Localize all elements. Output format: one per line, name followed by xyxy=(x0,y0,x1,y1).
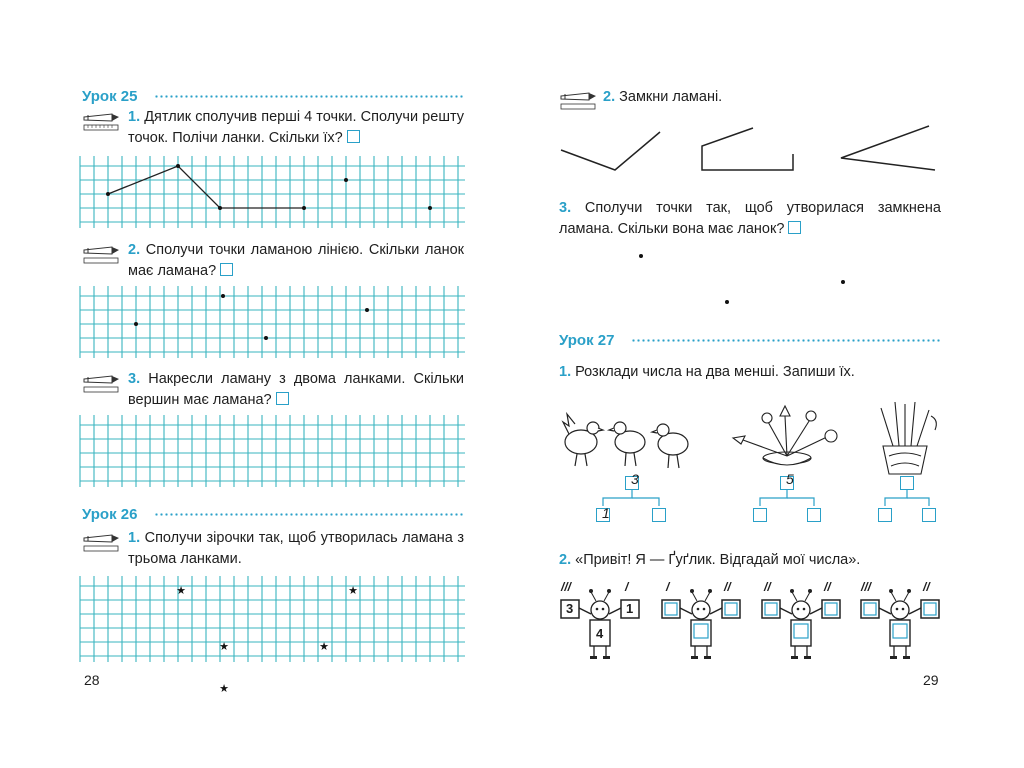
task-2-guess xyxy=(559,550,941,571)
task-number: 1. xyxy=(128,530,141,546)
part-box[interactable] xyxy=(753,508,767,522)
robot-icon xyxy=(758,580,844,670)
right-page xyxy=(555,40,945,720)
task-text: Замкни ламані. xyxy=(619,89,723,105)
brush-pot-icon xyxy=(881,402,936,474)
lesson-25-title: Урок 25 xyxy=(82,88,138,105)
lesson-26-title: Урок 26 xyxy=(82,506,138,523)
star-icon: ★ xyxy=(219,682,229,695)
pencil-ruler-icon xyxy=(82,373,122,395)
robot-body-digit: 4 xyxy=(596,626,604,641)
open-polylines[interactable] xyxy=(555,120,945,176)
task-text: «Привіт! Я — Ґуґлик. Відгадай мої числа». xyxy=(575,552,861,568)
total-digit: 5 xyxy=(786,471,794,487)
tally-left: / xyxy=(666,580,670,594)
part-box[interactable] xyxy=(922,508,936,522)
task-1-decompose xyxy=(559,362,941,383)
tally-right: // xyxy=(724,580,731,594)
grid-task-3[interactable] xyxy=(80,415,465,487)
task-2-close xyxy=(603,87,939,108)
left-page xyxy=(80,40,470,720)
robot-icon xyxy=(557,580,643,670)
pencil-ruler-icon xyxy=(82,532,122,554)
grid-task-1[interactable] xyxy=(80,156,465,228)
lesson-divider xyxy=(154,95,464,98)
task-text: Розклади числа на два менші. Запиши їх. xyxy=(575,364,855,380)
task-text: Накресли ламану з двома ланками. Скільки вершин має ламана? xyxy=(128,371,465,408)
task-text: Дятлик сполучив перші 4 точки. Сполучи решту точок. Полічи ланки. Скільки їх? xyxy=(128,109,465,146)
robots-row xyxy=(555,580,945,670)
robot-2 xyxy=(658,580,744,670)
tally-right: // xyxy=(923,580,930,594)
task-number: 2. xyxy=(603,89,616,105)
flower-vase-icon xyxy=(733,406,837,465)
page-number-left: 28 xyxy=(84,672,100,688)
robot-4 xyxy=(857,580,943,670)
chicken-icon xyxy=(563,414,603,466)
task-number: 3. xyxy=(559,200,572,216)
robot-right-digit: 1 xyxy=(626,601,634,616)
chicken-icon xyxy=(609,422,645,466)
pencil-ruler-icon xyxy=(559,90,599,112)
task-3-connect xyxy=(559,198,941,240)
task-number: 2. xyxy=(559,552,572,568)
robot-icon xyxy=(658,580,744,670)
part-box[interactable] xyxy=(878,508,892,522)
lesson-divider xyxy=(154,513,464,516)
grid-drawing[interactable] xyxy=(80,156,465,228)
task-text: Сполучи точки ламаною лінією. Скільки ланок має ламана? xyxy=(128,242,465,279)
star-icon: ★ xyxy=(219,640,229,653)
robot-icon xyxy=(857,580,943,670)
robot-1 xyxy=(557,580,643,670)
answer-box[interactable] xyxy=(347,130,360,143)
page-number-right: 29 xyxy=(923,672,939,688)
tally-left: /// xyxy=(561,580,572,594)
star-icon: ★ xyxy=(176,584,186,597)
task-1-lesson-26 xyxy=(128,528,464,570)
answer-box[interactable] xyxy=(220,263,233,276)
task-1 xyxy=(128,107,464,149)
part-box[interactable] xyxy=(652,508,666,522)
task-text: Сполучи зірочки так, щоб утворилась ламана з трьома ланками. xyxy=(128,530,464,567)
pencil-ruler-icon xyxy=(82,111,122,133)
robot-3 xyxy=(758,580,844,670)
answer-box[interactable] xyxy=(788,221,801,234)
robot-left-digit: 3 xyxy=(566,601,574,616)
chicken-icon xyxy=(652,424,688,468)
grid-task-2[interactable] xyxy=(80,286,465,358)
pencil-ruler-icon xyxy=(82,244,122,266)
part-digit: 1 xyxy=(602,505,610,521)
tally-left: // xyxy=(764,580,771,594)
answer-box[interactable] xyxy=(276,392,289,405)
tally-right: / xyxy=(625,580,629,594)
task-number: 1. xyxy=(128,109,141,125)
task-number: 2. xyxy=(128,242,141,258)
star-icon: ★ xyxy=(319,640,329,653)
tally-left: /// xyxy=(861,580,872,594)
lesson-27-title: Урок 27 xyxy=(559,332,615,349)
task-number: 3. xyxy=(128,371,141,387)
tally-right: // xyxy=(824,580,831,594)
task-number: 1. xyxy=(559,364,572,380)
grid-drawing[interactable] xyxy=(80,286,465,358)
task-2 xyxy=(128,240,464,282)
points-area[interactable] xyxy=(555,245,945,310)
task-3 xyxy=(128,369,464,411)
lesson-divider xyxy=(631,339,941,342)
total-box[interactable] xyxy=(900,476,914,490)
part-box[interactable] xyxy=(807,508,821,522)
star-icon: ★ xyxy=(348,584,358,597)
total-digit: 3 xyxy=(631,471,639,487)
grid-drawing[interactable] xyxy=(80,415,465,487)
task-text: Сполучи точки так, щоб утворилася замкнена ламана. Скільки вона має ланок? xyxy=(559,200,941,237)
